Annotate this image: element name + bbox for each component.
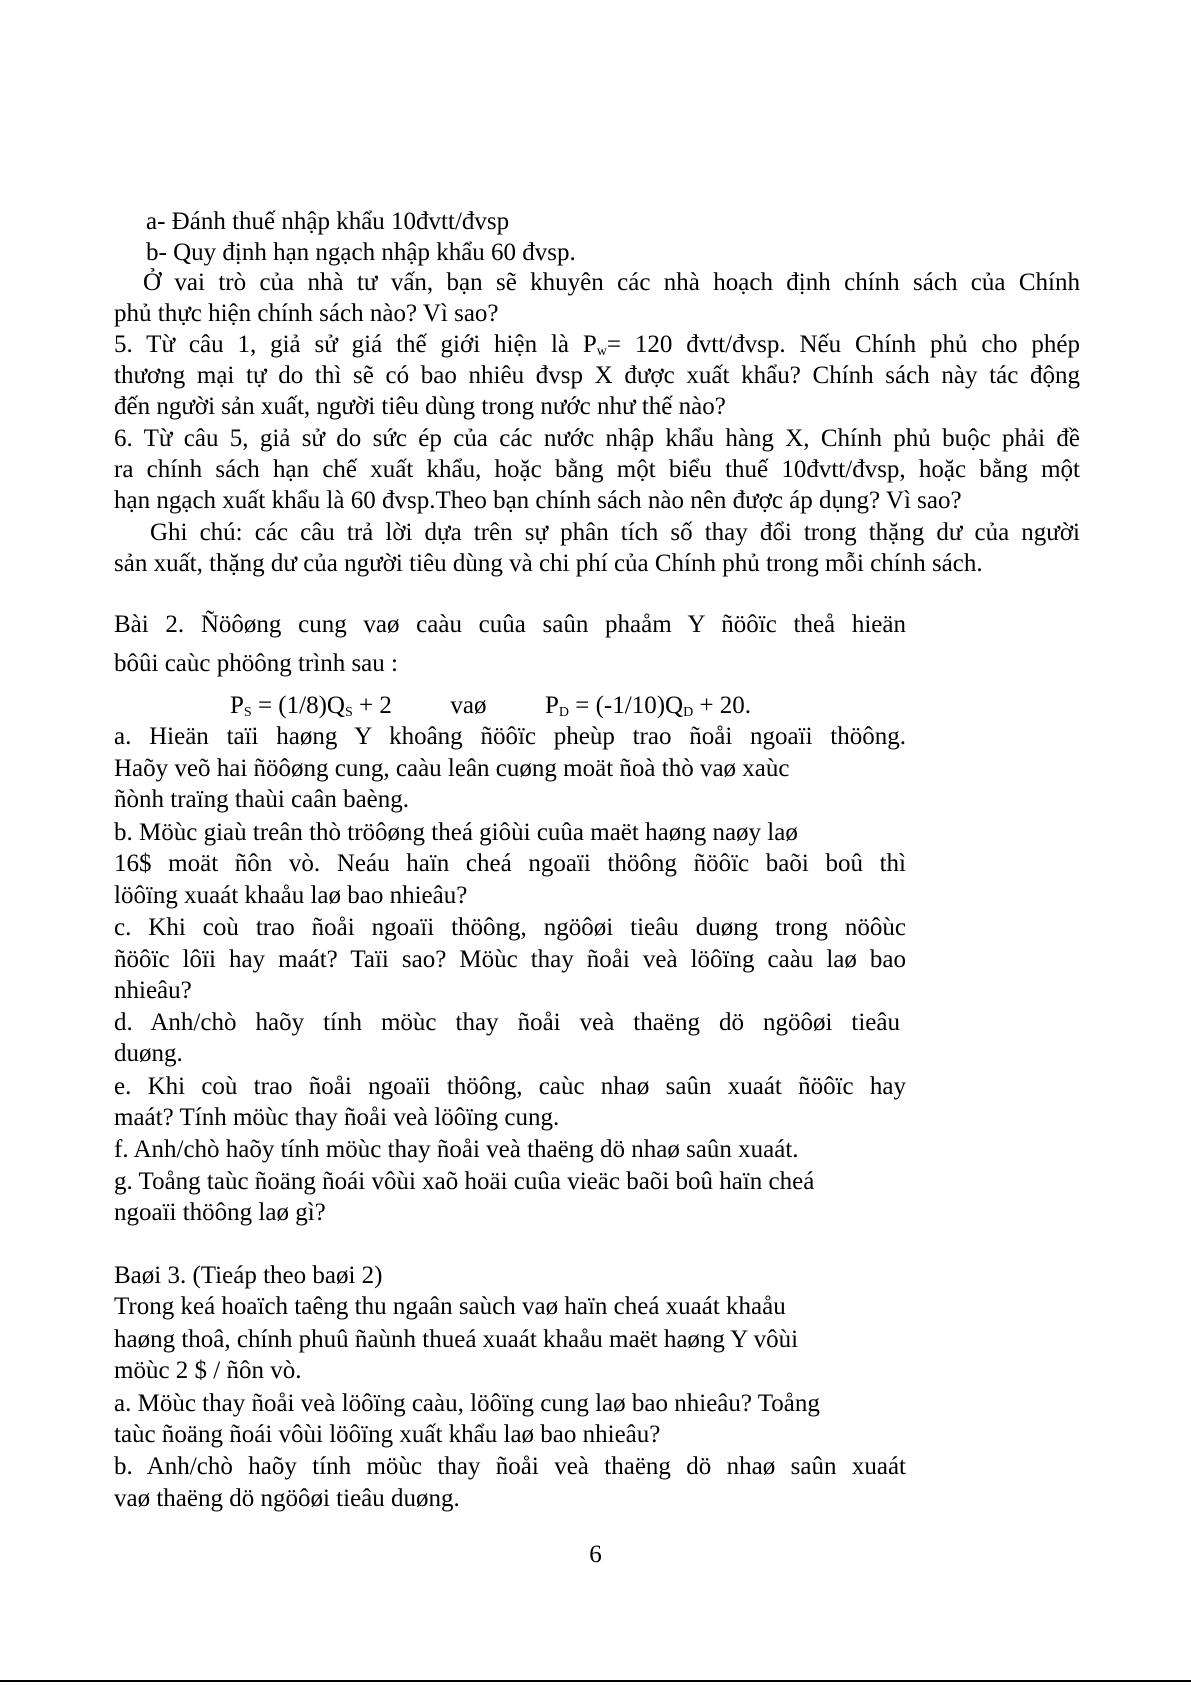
question-3b-line-2: vaø thaëng dö ngöôøi tieâu duøng. (114, 1485, 460, 1512)
question-5-line-1: 5. Từ câu 1, giả sử giá thế giới hiện là $P_w= 120$ đvtt/đvsp. Nếu Chính phủ cho phép (114, 331, 1080, 359)
question-2d-line-2: duøng. (114, 1040, 183, 1067)
exercise-3-intro-line-2: haøng thoâ, chính phuû ñaùnh thueá xuaát khaåu maët haøng Y vôùi (114, 1326, 799, 1353)
question-3a-line-1: a. Möùc thay ñoåi veà löôïng caàu, löôïng cung laø bao nhieâu? Toång (114, 1390, 820, 1417)
question-2g-line-1: g. Toång taùc ñoäng ñoái vôùi xaõ hoäi cuûa vieäc baõi boû haïn cheá (114, 1168, 815, 1195)
equation-connector: vaø (450, 692, 487, 719)
question-2b-line-3: löôïng xuaát khaåu laø bao nhieâu? (114, 882, 468, 909)
option-a-import-tariff: a- Đánh thuế nhập khẩu 10đvtt/đvsp (146, 208, 510, 235)
supply-equation: $P_S = (1/8)Q_S + 2$ (230, 692, 392, 720)
note-line-2: sản xuất, thặng dư của người tiêu dùng và chi phí của Chính phủ trong mỗi chính sách. (114, 550, 983, 577)
question-6-line-2: ra chính sách hạn chế xuất khẩu, hoặc bằng một biểu thuế 10đvtt/đvsp, hoặc bằng một (114, 456, 1080, 483)
question-5-line-3: đến người sản xuất, người tiêu dùng trong nước như thế nào? (114, 393, 726, 420)
bottom-edge-rule (0, 1680, 1191, 1682)
question-3b-line-1: b. Anh/chò haõy tính möùc thay ñoåi veà thaëng dö nhaø saûn xuaát (114, 1453, 906, 1480)
question-2d-line-1: d. Anh/chò haõy tính möùc thay ñoåi veà thaëng dö ngöôøi tieâu (114, 1009, 900, 1036)
question-2c-line-3: nhieâu? (114, 977, 192, 1004)
question-2e-line-2: maát? Tính möùc thay ñoåi veà löôïng cung. (114, 1104, 560, 1131)
exercise-2-title-line-1: Bài 2. Ñöôøng cung vaø caàu cuûa saûn phaåm Y ñöôïc theå hieän (114, 611, 906, 638)
question-2a-line-1: a. Hieän taïi haøng Y khoâng ñöôïc pheùp trao ñoåi ngoaïi thöông. (114, 723, 906, 750)
exercise-3-intro-line-1: Trong keá hoaïch taêng thu ngaân saùch vaø haïn cheá xuaát khaåu (114, 1293, 786, 1320)
demand-equation: $P_D = (-1/10)Q_D + 20$. (544, 692, 752, 720)
supply-demand-equations (230, 691, 1191, 721)
question-6-line-1: 6. Từ câu 5, giả sử do sức ép của các nước nhập khẩu hàng X, Chính phủ buộc phải đề (114, 425, 1080, 452)
question-2f-line-1: f. Anh/chò haõy tính möùc thay ñoåi veà thaëng dö nhaø saûn xuaát. (114, 1136, 799, 1163)
page-number: 6 (589, 1541, 602, 1568)
advice-line-1: Ở vai trò của nhà tư vấn, bạn sẽ khuyên các nhà hoạch định chính sách của Chính (143, 269, 1080, 296)
note-line-1: Ghi chú: các câu trả lời dựa trên sự phân tích số thay đổi trong thặng dư của người (150, 519, 1080, 546)
question-2b-line-1: b. Möùc giaù treân thò tröôøng theá giôùi cuûa maët haøng naøy laø (114, 819, 798, 846)
advice-line-2: phủ thực hiện chính sách nào? Vì sao? (114, 300, 499, 327)
question-2c-line-1: c. Khi coù trao ñoåi ngoaïi thöông, ngöôøi tieâu duøng trong nöôùc (114, 914, 906, 941)
question-2g-line-2: ngoaïi thöông laø gì? (114, 1199, 326, 1226)
question-2c-line-2: ñöôïc lôïi hay maát? Taïi sao? Möùc thay ñoåi veà löôïng caàu laø bao (114, 946, 906, 973)
exercise-2-title-line-2: bôûi caùc phöông trình sau : (114, 650, 398, 677)
question-2a-line-3: ñònh traïng thaùi caân baèng. (114, 786, 410, 813)
question-5-line-2: thương mại tự do thì sẽ có bao nhiêu đvsp X được xuất khẩu? Chính sách này tác động (114, 362, 1080, 389)
question-2b-line-2: 16$ moät ñôn vò. Neáu haïn cheá ngoaïi thöông ñöôïc baõi boû thì (114, 850, 906, 877)
question-2a-line-2: Haõy veõ hai ñöôøng cung, caàu leân cuøng moät ñoà thò vaø xaùc (114, 755, 790, 782)
exercise-3-intro-line-3: möùc 2 $ / ñôn vò. (114, 1357, 302, 1384)
exercise-3-title: Baøi 3. (Tieáp theo baøi 2) (114, 1262, 383, 1289)
option-b-import-quota: b- Quy định hạn ngạch nhập khẩu 60 đvsp. (146, 239, 576, 266)
question-3a-line-2: taùc ñoäng ñoái vôùi löôïng xuất khẩu laø bao nhieâu? (114, 1421, 661, 1448)
question-6-line-3: hạn ngạch xuất khẩu là 60 đvsp.Theo bạn chính sách nào nên được áp dụng? Vì sao? (114, 487, 962, 514)
question-2e-line-1: e. Khi coù trao ñoåi ngoaïi thöông, caùc nhaø saûn xuaát ñöôïc hay (114, 1073, 906, 1100)
